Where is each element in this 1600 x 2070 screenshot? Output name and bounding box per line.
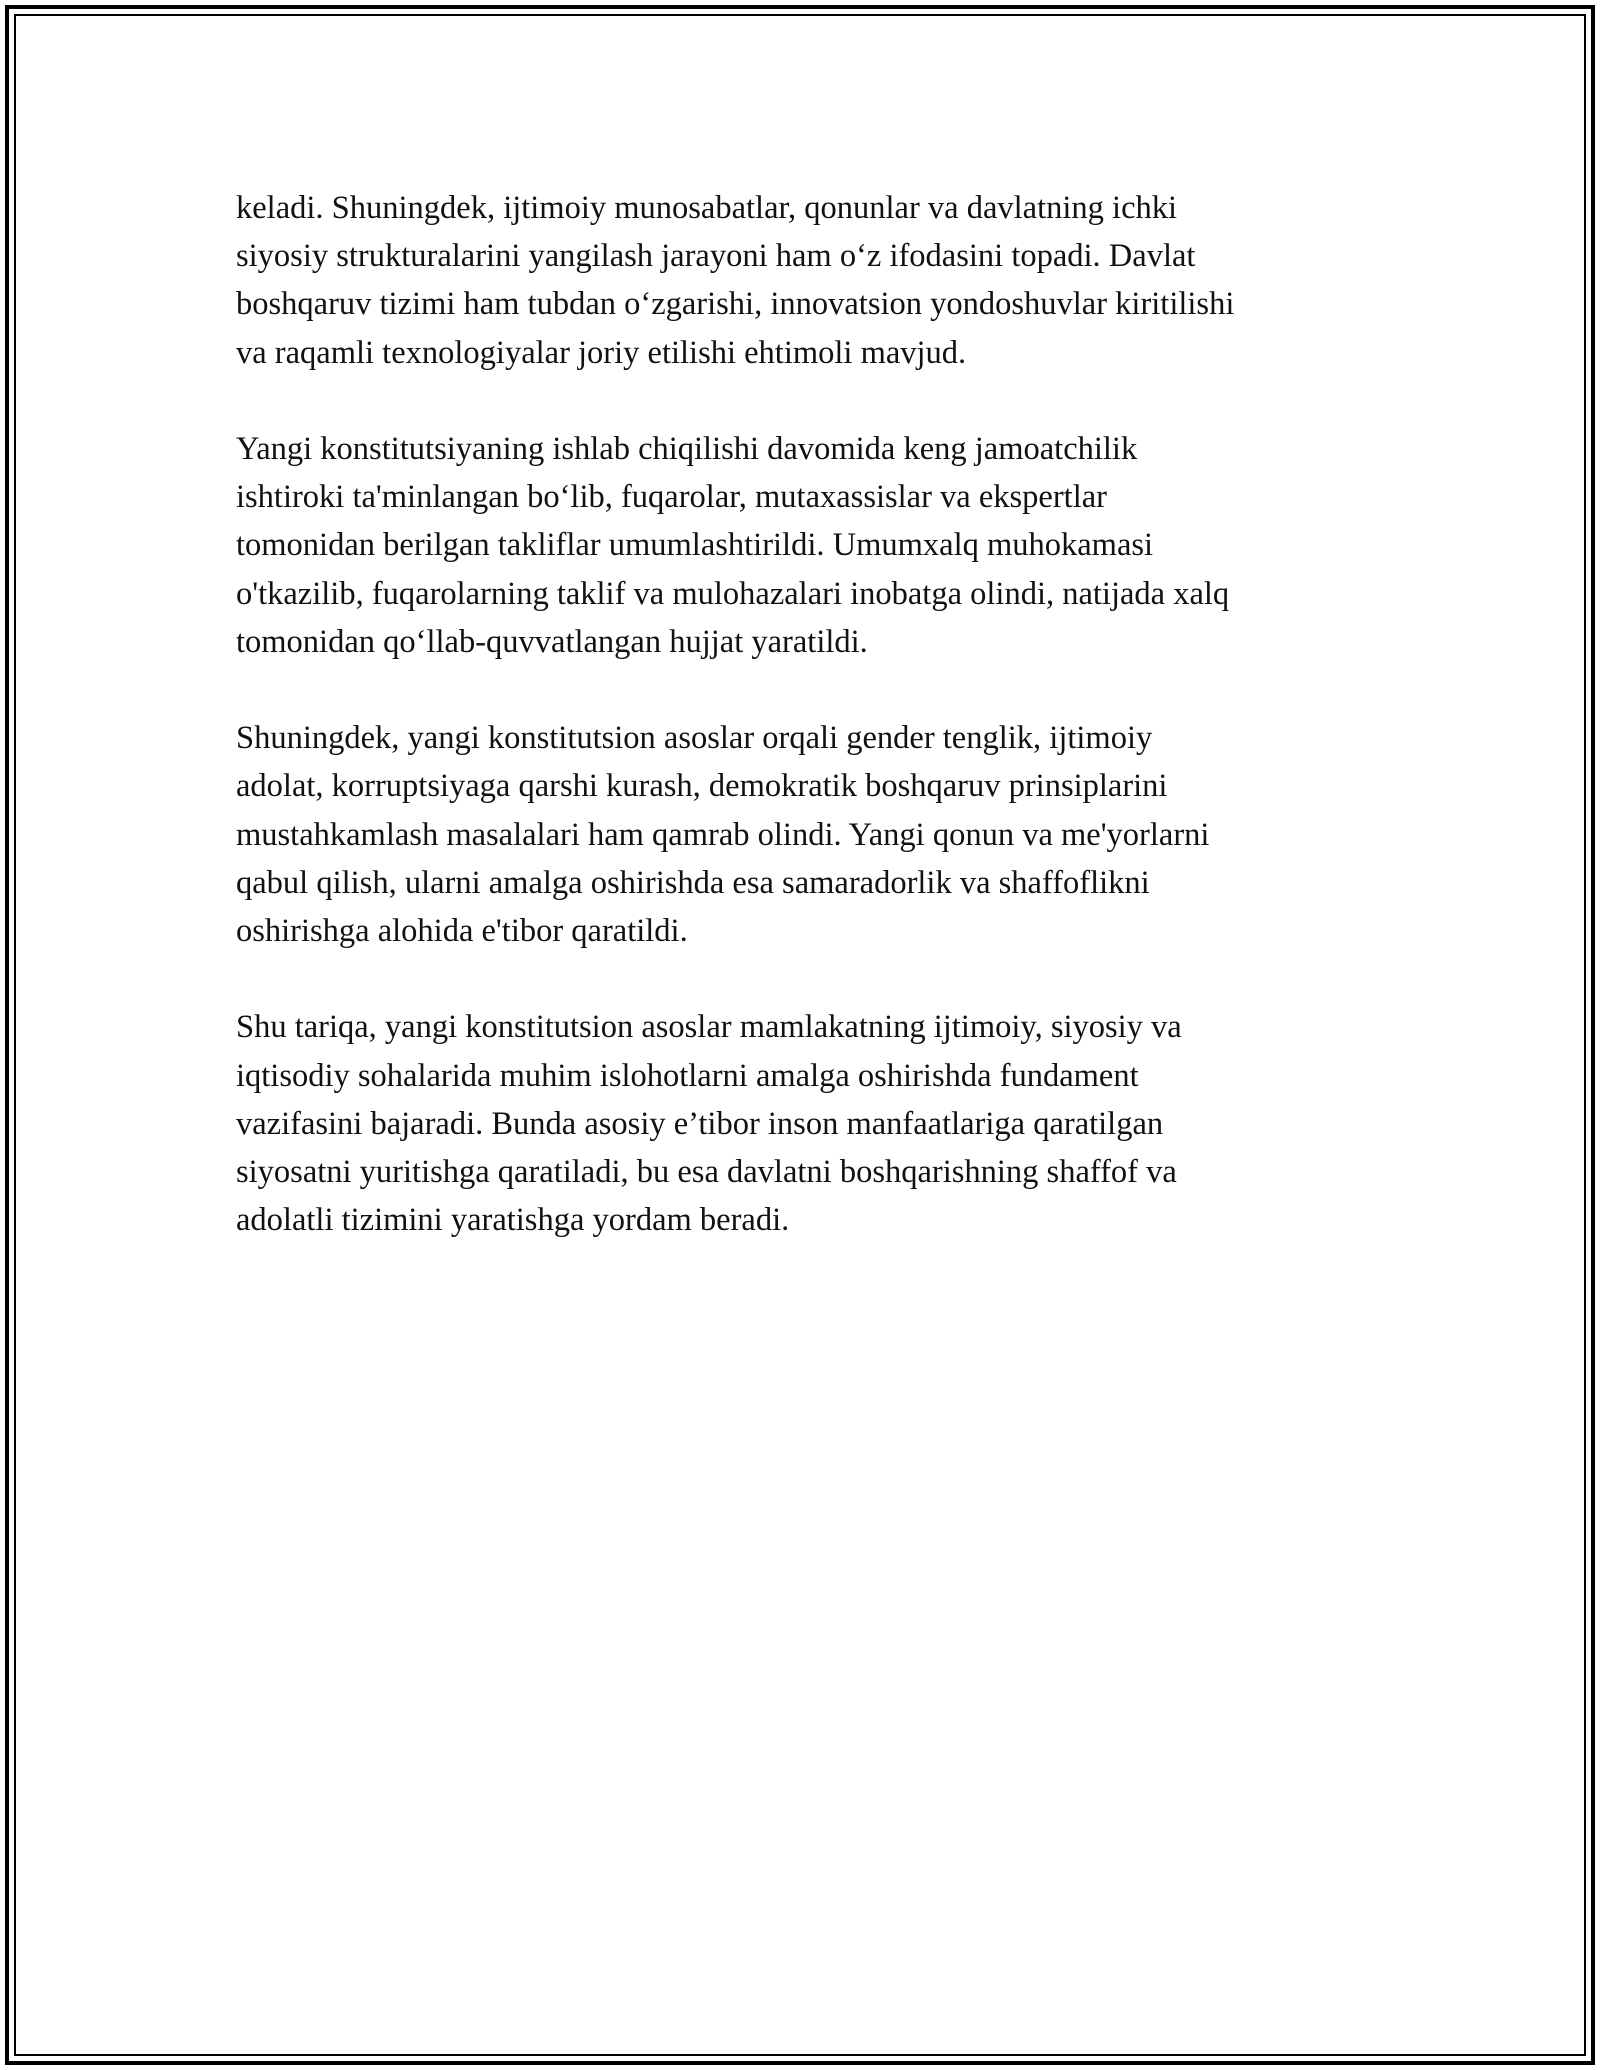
text-line: adolatli tizimini yaratishga yordam beradi. — [236, 1202, 790, 1239]
text-line: ishtiroki ta'minlangan bo‘lib, fuqarolar, mutaxassislar va ekspertlar — [236, 479, 1107, 516]
text-line: siyosiy strukturalarini yangilash jarayoni ham o‘z ifodasini topadi. Davlat — [236, 238, 1196, 275]
text-line: boshqaruv tizimi ham tubdan o‘zgarishi, innovatsion yondoshuvlar kiritilishi — [236, 286, 1235, 323]
paragraph-4 — [236, 1003, 1376, 1244]
text-line: va raqamli texnologiyalar joriy etilishi ehtimoli mavjud. — [236, 334, 967, 371]
paragraph-3 — [236, 714, 1376, 955]
paragraph-2 — [236, 425, 1376, 666]
paragraph-1 — [236, 184, 1376, 377]
text-line: qabul qilish, ularni amalga oshirishda esa samaradorlik va shaffoflikni — [236, 864, 1150, 901]
text-line: Shuningdek, yangi konstitutsion asoslar orqali gender tenglik, ijtimoiy — [236, 720, 1153, 757]
document-body — [236, 184, 1376, 1293]
text-line: keladi. Shuningdek, ijtimoiy munosabatlar, qonunlar va davlatning ichki — [236, 190, 1178, 226]
text-line: vazifasini bajaradi. Bunda asosiy e’tibor inson manfaatlariga qaratilgan — [236, 1105, 1164, 1142]
text-line: oshirishga alohida e'tibor qaratildi. — [236, 913, 688, 950]
text-line: Shu tariqa, yangi konstitutsion asoslar mamlakatning ijtimoiy, siyosiy va — [236, 1009, 1182, 1046]
text-line: o'tkazilib, fuqarolarning taklif va mulohazalari inobatga olindi, natijada xalq — [236, 575, 1230, 612]
text-line: tomonidan qo‘llab-quvvatlangan hujjat yaratildi. — [236, 623, 868, 660]
text-line: mustahkamlash masalalari ham qamrab olindi. Yangi qonun va me'yorlarni — [236, 816, 1210, 853]
text-line: Yangi konstitutsiyaning ishlab chiqilishi davomida keng jamoatchilik — [236, 431, 1138, 467]
text-line: tomonidan berilgan takliflar umumlashtirildi. Umumxalq muhokamasi — [236, 527, 1154, 564]
text-line: iqtisodiy sohalarida muhim islohotlarni amalga oshirishda fundament — [236, 1057, 1139, 1094]
text-line: adolat, korruptsiyaga qarshi kurash, demokratik boshqaruv prinsiplarini — [236, 768, 1168, 805]
text-line: siyosatni yuritishga qaratiladi, bu esa davlatni boshqarishning shaffof va — [236, 1154, 1177, 1191]
